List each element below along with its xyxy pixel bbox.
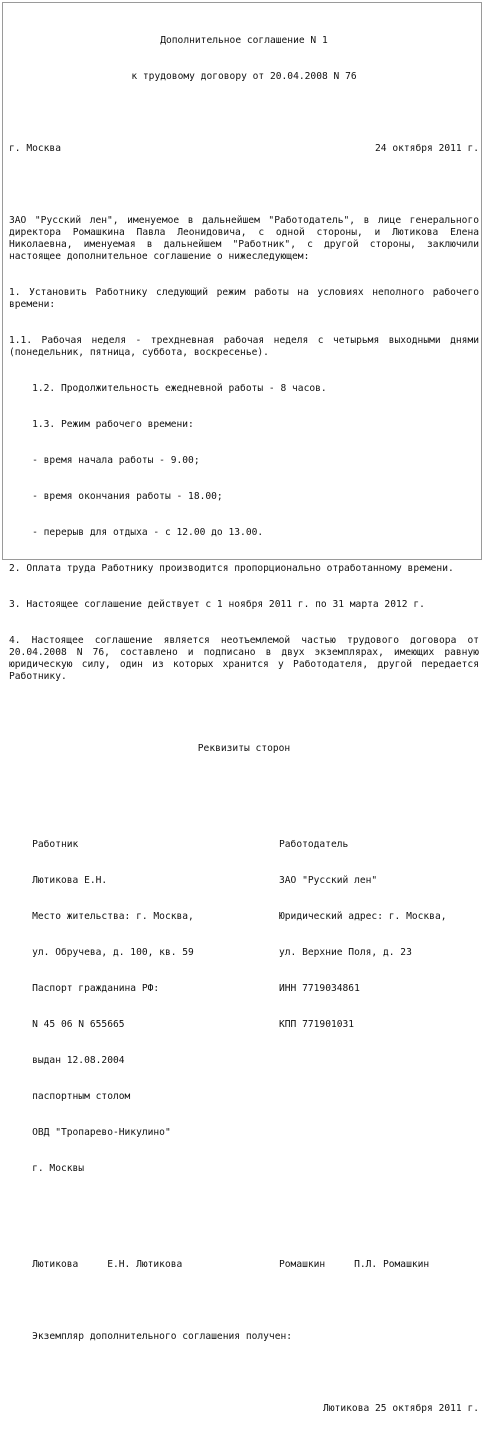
clause-1-1: 1.1. Рабочая неделя - трехдневная рабочая неделя с четырьмя выходными днями (понедельник, пятница, суббота, воскресенье).: [9, 335, 479, 358]
document-title: Дополнительное соглашение N 1: [160, 35, 328, 46]
employee-line: Паспорт гражданина РФ:: [9, 983, 160, 994]
document-subtitle: к трудовому договору от 20.04.2008 N 76: [131, 71, 357, 82]
clause-1-3: 1.3. Режим рабочего времени:: [9, 419, 194, 430]
place-date-line: [9, 143, 479, 155]
employee-line: ОВД "Тропарево-Никулино": [9, 1127, 171, 1138]
document-body: [9, 11, 479, 1439]
employer-line: КПП 771901031: [279, 1019, 355, 1030]
receipt-signature: Лютикова 25 октября 2011 г.: [323, 1403, 479, 1414]
clause-1-3-end: - время окончания работы - 18.00;: [9, 491, 223, 502]
receipt-note: Экземпляр дополнительного соглашения получен:: [9, 1331, 293, 1342]
signatures-line: [9, 1259, 479, 1271]
employer-line: ЗАО "Русский лен": [279, 875, 378, 886]
date-text: 24 октября 2011 г.: [375, 143, 479, 154]
requisites-block: [9, 815, 479, 1199]
employee-signature: Лютикова Е.Н. Лютикова: [9, 1259, 183, 1270]
city-text: г. Москва: [9, 143, 61, 154]
employee-line: Работник: [9, 839, 79, 850]
clause-1-3-start: - время начала работы - 9.00;: [9, 455, 200, 466]
employee-line: выдан 12.08.2004: [9, 1055, 125, 1066]
employee-line: Место жительства: г. Москва,: [9, 911, 194, 922]
employee-requisites: [9, 815, 249, 1199]
clause-1-3-break: - перерыв для отдыха - с 12.00 до 13.00.: [9, 527, 264, 538]
employer-signature: Ромашкин П.Л. Ромашкин: [279, 1259, 430, 1270]
employee-line: Лютикова Е.Н.: [9, 875, 108, 886]
clause-1: 1. Установить Работнику следующий режим работы на условиях неполного рабочего времени:: [9, 287, 479, 310]
clause-4: 4. Настоящее соглашение является неотъемлемой частью трудового договора от 20.04.2008 N 76, составлено и подписано в двух экземплярах, имеющих равную юридическую силу, один из которых хранится у Работодателя, другой передается Работнику.: [9, 635, 479, 682]
employer-requisites: [279, 815, 479, 1199]
employee-line: N 45 06 N 655665: [9, 1019, 125, 1030]
document-frame: [2, 2, 482, 1414]
employer-line: Работодатель: [279, 839, 349, 850]
clause-1-2: 1.2. Продолжительность ежедневной работы - 8 часов.: [9, 383, 327, 394]
employee-line: г. Москвы: [9, 1163, 85, 1174]
clause-3: 3. Настоящее соглашение действует с 1 ноября 2011 г. по 31 марта 2012 г.: [9, 599, 425, 610]
employee-line: ул. Обручева, д. 100, кв. 59: [9, 947, 194, 958]
intro-paragraph: ЗАО "Русский лен", именуемое в дальнейшем "Работодатель", в лице генерального директора Ромашкина Павла Леонидовича, с одной стороны, и Лютикова Елена Николаевна, именуемая в дальнейшем "Работник", с другой стороны, заключили настоящее дополнительное соглашение о нижеследующем:: [9, 215, 479, 262]
employer-line: ул. Верхние Поля, д. 23: [279, 947, 412, 958]
requisites-title: Реквизиты сторон: [197, 743, 291, 754]
employer-line: ИНН 7719034861: [279, 983, 360, 994]
employee-line: паспортным столом: [9, 1091, 131, 1102]
employer-line: Юридический адрес: г. Москва,: [279, 911, 447, 922]
clause-2: 2. Оплата труда Работнику производится пропорционально отработанному времени.: [9, 563, 454, 574]
